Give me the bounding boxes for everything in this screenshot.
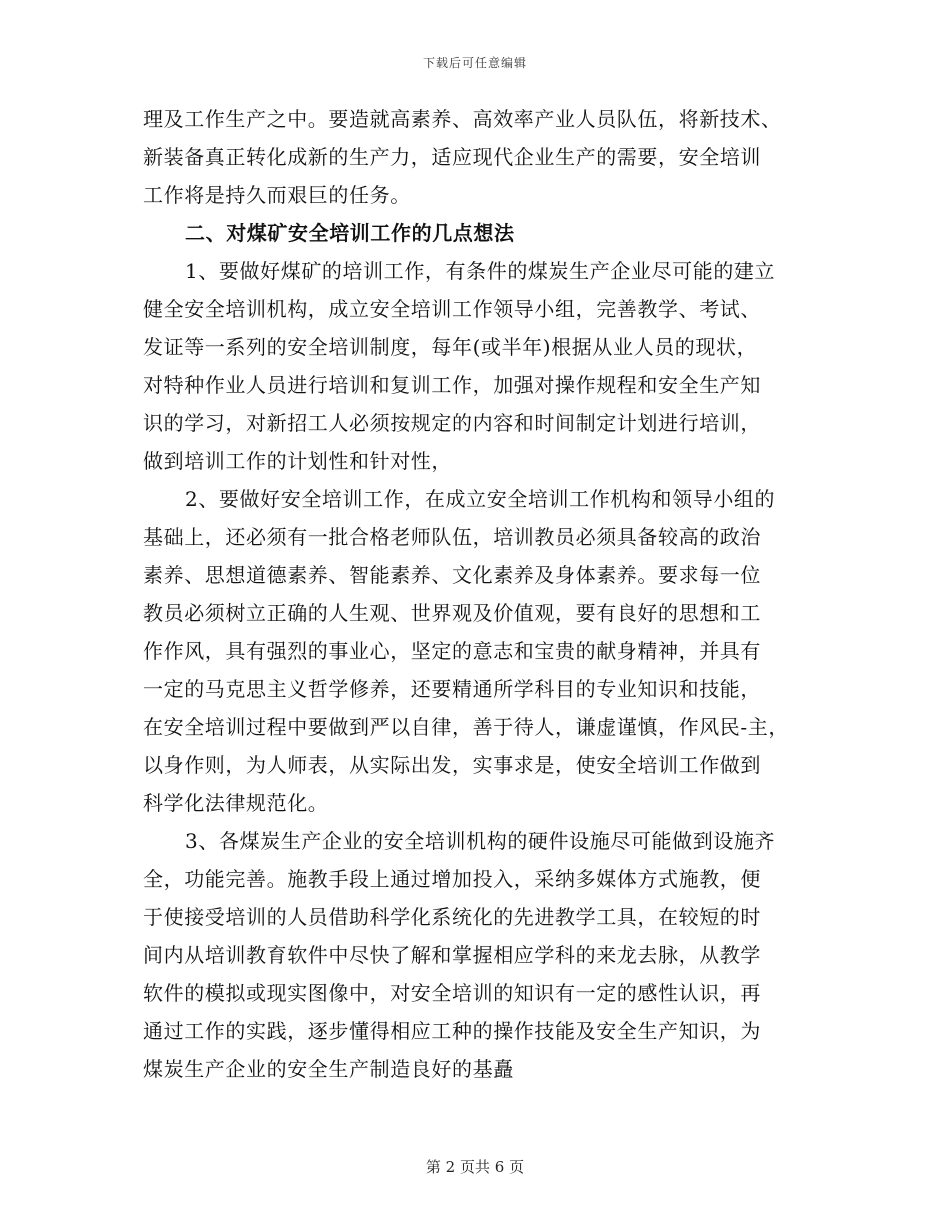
text-line: 健全安全培训机构，成立安全培训工作领导小组，完善教学、考试、 xyxy=(143,297,761,321)
text-line: 煤炭生产企业的安全生产制造良好的基矗 xyxy=(143,1057,514,1081)
text-line: 软件的模拟或现实图像中，对安全培训的知识有一定的感性认识，再 xyxy=(143,981,761,1005)
text-line: 新装备真正转化成新的生产力，适应现代企业生产的需要，安全培训 xyxy=(143,145,761,169)
text-line: 以身作则，为人师表，从实际出发，实事求是，使安全培训工作做到 xyxy=(143,753,761,777)
text-line: 发证等一系列的安全培训制度，每年(或半年)根据从业人员的现状， xyxy=(143,335,758,359)
text-line: 全，功能完善。施教手段上通过增加投入，采纳多媒体方式施教，便 xyxy=(143,867,761,891)
text-line: 素养、思想道德素养、智能素养、文化素养及身体素养。要求每一位 xyxy=(143,563,761,587)
text-line: 在安全培训过程中要做到严以自律，善于待人，谦虚谨慎，作风民-主， xyxy=(143,715,789,739)
text-line: 做到培训工作的计划性和针对性， xyxy=(143,449,452,473)
text-line: 作作风，具有强烈的事业心，坚定的意志和宝贵的献身精神，并具有 xyxy=(143,639,761,663)
text-line: 于使接受培训的人员借助科学化系统化的先进教学工具，在较短的时 xyxy=(143,905,761,929)
document-body xyxy=(143,100,823,1088)
text-line: 间内从培训教育软件中尽快了解和掌握相应学科的来龙去脉，从教学 xyxy=(143,943,761,967)
text-line: 理及工作生产之中。要造就高素养、高效率产业人员队伍，将新技术、 xyxy=(143,107,782,131)
text-line: 工作将是持久而艰巨的任务。 xyxy=(143,183,411,207)
text-line: 2、要做好安全培训工作，在成立安全培训工作机构和领导小组的 xyxy=(185,487,776,511)
text-line: 对特种作业人员进行培训和复训工作，加强对操作规程和安全生产知 xyxy=(143,373,761,397)
page-number: 第 2 页共 6 页 xyxy=(425,1158,525,1176)
text-line: 通过工作的实践，逐步懂得相应工种的操作技能及安全生产知识，为 xyxy=(143,1019,761,1043)
text-line: 教员必须树立正确的人生观、世界观及价值观，要有良好的思想和工 xyxy=(143,601,761,625)
text-line: 识的学习，对新招工人必须按规定的内容和时间制定计划进行培训， xyxy=(143,411,761,435)
text-line: 一定的马克思主义哲学修养，还要精通所学科目的专业知识和技能， xyxy=(143,677,761,701)
page-header: 下载后可任意编辑 xyxy=(422,56,527,70)
text-line: 科学化法律规范化。 xyxy=(143,791,329,815)
text-line: 基础上，还必须有一批合格老师队伍，培训教员必须具备较高的政治 xyxy=(143,525,761,549)
section-heading: 二、对煤矿安全培训工作的几点想法 xyxy=(185,221,515,245)
text-line: 1、要做好煤矿的培训工作，有条件的煤炭生产企业尽可能的建立 xyxy=(185,259,776,283)
text-line: 3、各煤炭生产企业的安全培训机构的硬件设施尽可能做到设施齐 xyxy=(185,829,776,853)
